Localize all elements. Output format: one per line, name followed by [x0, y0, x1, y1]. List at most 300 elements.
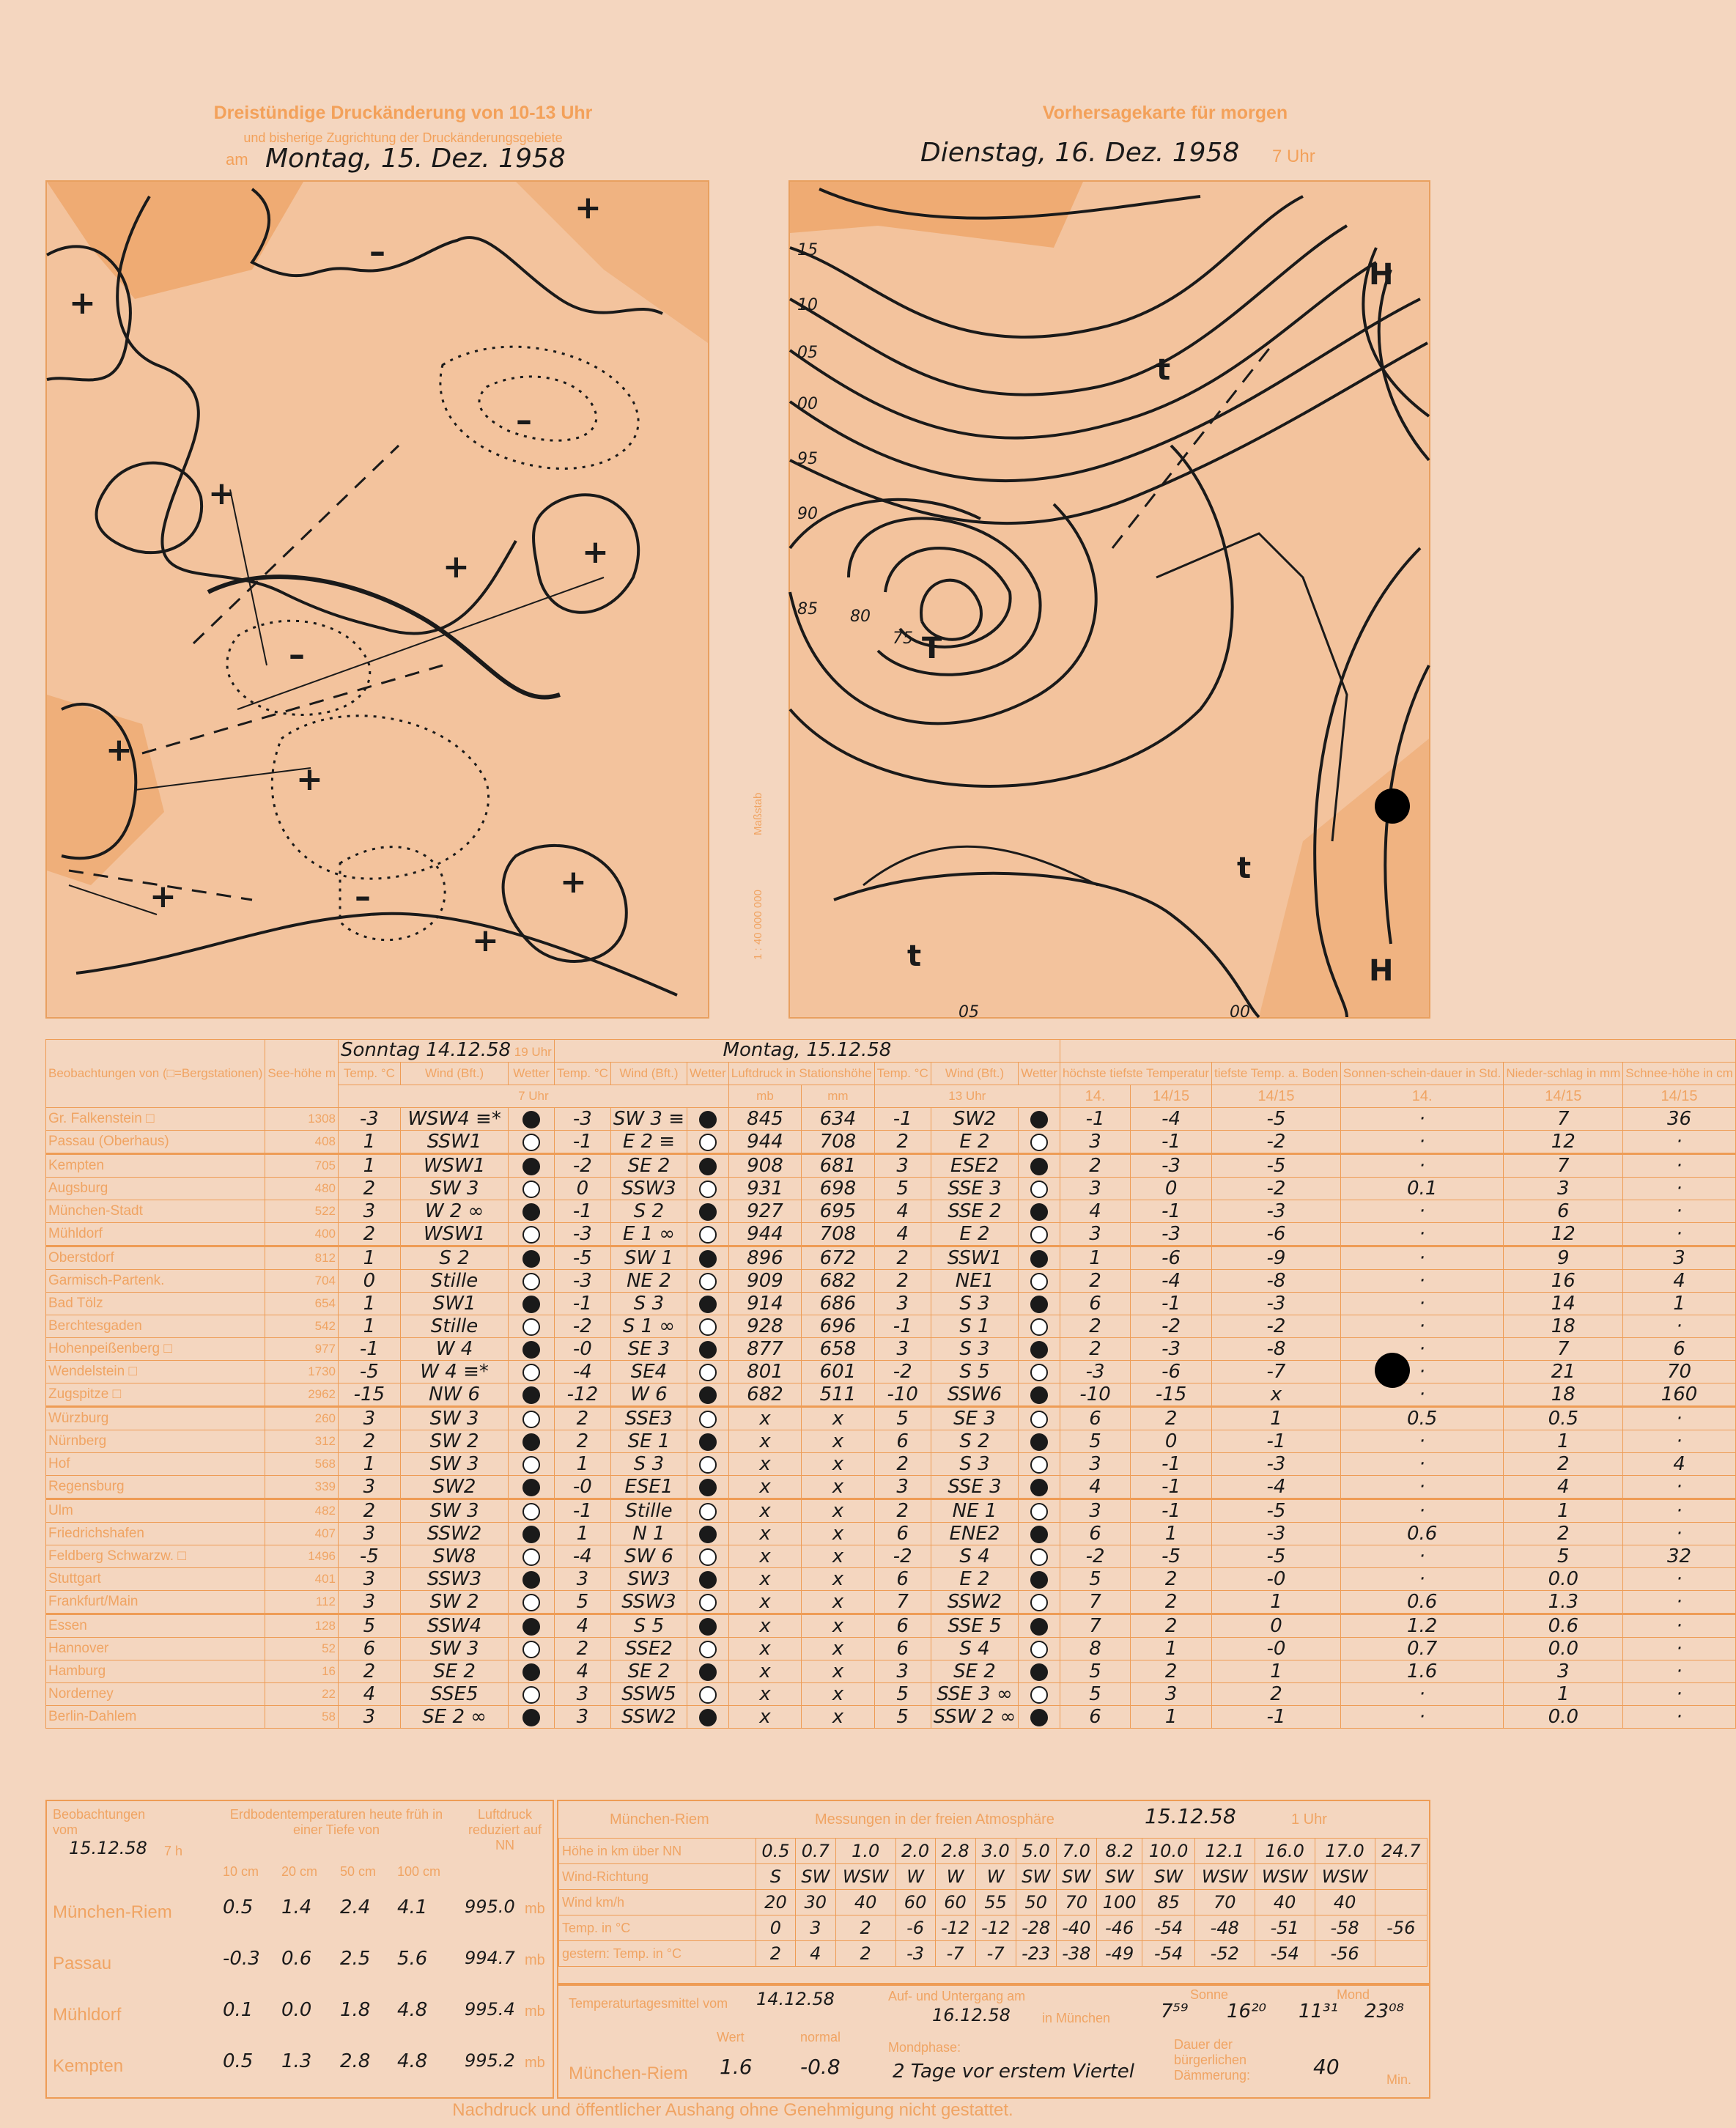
atmos-value: 8.2 — [1096, 1839, 1142, 1864]
atmos-value: -56 — [1315, 1941, 1375, 1967]
cell-value: ENE2 — [931, 1523, 1019, 1545]
svg-text:–: – — [355, 878, 371, 915]
atmos-value: W — [895, 1864, 935, 1890]
twilight: 40 — [1313, 2055, 1340, 2079]
cell-value: 3 — [874, 1293, 931, 1315]
cell-value: -3 — [1131, 1338, 1212, 1361]
weather-symbol — [509, 1407, 554, 1430]
tmean-label: Temperaturtagesmittel vom — [569, 1996, 728, 2011]
twilight-label: Dauer der bürgerlichen Dämmerung: — [1174, 2037, 1251, 2083]
cell-value: -0 — [1212, 1568, 1341, 1591]
atmos-row-label: Wind-Richtung — [559, 1864, 756, 1890]
cell-value: 4 — [1060, 1476, 1131, 1499]
weather-symbol — [509, 1523, 554, 1545]
weather-dot-icon — [699, 1571, 717, 1589]
cell-value: x — [728, 1660, 801, 1683]
cell-value: SE 3 — [610, 1338, 687, 1361]
atmos-value: -12 — [975, 1915, 1016, 1941]
weather-dot-icon — [522, 1158, 540, 1175]
cell-value: 0 — [554, 1178, 610, 1200]
soil-value: 5.6 — [397, 1948, 428, 1970]
cell-value: -2 — [874, 1545, 931, 1568]
forecast-map — [788, 180, 1430, 1019]
cell-value: -2 — [1212, 1315, 1341, 1338]
weather-dot-icon — [522, 1181, 540, 1198]
atmos-value — [1375, 1941, 1427, 1967]
atmos-value: -54 — [1142, 1915, 1194, 1941]
weather-dot-icon — [522, 1479, 540, 1496]
cell-value: 5 — [874, 1706, 931, 1729]
cell-value: 0.6 — [1340, 1591, 1503, 1614]
cell-value: · — [1623, 1200, 1735, 1223]
atmos-value: -38 — [1056, 1941, 1096, 1967]
cell-value: 6 — [339, 1638, 401, 1660]
table-row — [46, 1178, 1736, 1200]
atmos-value: 2.0 — [895, 1839, 935, 1864]
weather-symbol — [687, 1338, 729, 1361]
cell-value: S 3 — [610, 1453, 687, 1476]
weather-symbol — [687, 1545, 729, 1568]
station-name: Essen — [46, 1614, 265, 1638]
weather-symbol — [1019, 1614, 1060, 1638]
weather-dot-icon — [699, 1479, 717, 1496]
cell-value: 0.0 — [1504, 1706, 1623, 1729]
cell-value: -1 — [554, 1499, 610, 1523]
cell-value: x — [728, 1453, 801, 1476]
cell-value: -4 — [1212, 1476, 1341, 1499]
weather-dot-icon — [1030, 1158, 1048, 1175]
cell-value: 7 — [1504, 1338, 1623, 1361]
cell-value: 801 — [728, 1361, 801, 1383]
cell-value: 5 — [874, 1178, 931, 1200]
right-map-date: Dienstag, 16. Dez. 1958 — [920, 138, 1240, 168]
cell-value: 1.3 — [1504, 1591, 1623, 1614]
weather-dot-icon — [522, 1548, 540, 1566]
weather-dot-icon — [1030, 1709, 1048, 1726]
sunday-header — [339, 1040, 555, 1063]
atmos-value: -3 — [895, 1941, 935, 1967]
h-sub-4: 14. — [1340, 1085, 1503, 1108]
cell-value: 4 — [1623, 1453, 1735, 1476]
cell-value: 0.6 — [1504, 1614, 1623, 1638]
atmos-row — [559, 1915, 1427, 1941]
weather-dot-icon — [522, 1433, 540, 1451]
cell-value: 944 — [728, 1223, 801, 1246]
cell-value: 407 — [265, 1523, 339, 1545]
cell-value: SE 1 — [610, 1430, 687, 1453]
weather-dot-icon — [699, 1203, 717, 1221]
weather-symbol — [687, 1683, 729, 1706]
cell-value: 3 — [554, 1683, 610, 1706]
table-row — [46, 1568, 1736, 1591]
cell-value: 6 — [1060, 1407, 1131, 1430]
cell-value: x — [728, 1706, 801, 1729]
atmos-value: -54 — [1255, 1941, 1315, 1967]
cell-value: SSW3 — [610, 1178, 687, 1200]
sunrise: 7⁵⁹ — [1161, 2000, 1189, 2022]
soil-header: Erdbodentemperaturen heute früh in einer Tiefe von — [229, 1807, 443, 1837]
cell-value: SSW4 — [400, 1614, 509, 1638]
cell-value: 2962 — [265, 1383, 339, 1407]
weather-symbol — [1019, 1638, 1060, 1660]
cell-value: 408 — [265, 1131, 339, 1154]
cell-value: S 2 — [400, 1246, 509, 1270]
atmos-table — [558, 1838, 1427, 1967]
h-temp-7: Temp. °C — [554, 1063, 610, 1085]
weather-dot-icon — [1030, 1181, 1048, 1198]
soil-time: 7 h — [164, 1844, 183, 1858]
cell-value: · — [1340, 1338, 1503, 1361]
sun-date: 16.12.58 — [932, 2005, 1011, 2025]
cell-value: · — [1340, 1270, 1503, 1293]
cell-value: -3 — [339, 1108, 401, 1131]
cell-value: SW2 — [931, 1108, 1019, 1131]
cell-value: -3 — [554, 1270, 610, 1293]
cell-value: -3 — [1212, 1453, 1341, 1476]
soil-value: 0.1 — [223, 1999, 254, 2021]
weather-dot-icon — [699, 1181, 717, 1198]
soil-title: Beobachtungen vom — [53, 1807, 146, 1837]
weather-symbol — [1019, 1706, 1060, 1729]
atmos-value: 0 — [756, 1915, 796, 1941]
cell-value: 1 — [1212, 1407, 1341, 1430]
cell-value: 3 — [1504, 1660, 1623, 1683]
cell-value: -2 — [1212, 1131, 1341, 1154]
cell-value: E 2 ≡ — [610, 1131, 687, 1154]
h-sub-3: 14/15 — [1212, 1085, 1341, 1108]
cell-value: · — [1623, 1430, 1735, 1453]
sunday-time: 19 Uhr — [514, 1044, 552, 1059]
cell-value: SW 3 ≡ — [610, 1108, 687, 1131]
left-map-am-label: am — [226, 150, 248, 169]
cell-value: SSW2 — [931, 1591, 1019, 1614]
atmos-value: 55 — [975, 1890, 1016, 1915]
cell-value: -3 — [1060, 1361, 1131, 1383]
weather-symbol — [509, 1706, 554, 1729]
cell-value: 2 — [1060, 1338, 1131, 1361]
h-wind-s: Wind (Bft.) — [400, 1063, 509, 1085]
cell-value: Stille — [400, 1270, 509, 1293]
twilight-unit: Min. — [1386, 2072, 1412, 2087]
soil-depth-10: 10 cm — [223, 1864, 259, 1879]
svg-text:85: 85 — [797, 600, 818, 618]
cell-value: SSE 2 — [931, 1200, 1019, 1223]
atmos-value: 24.7 — [1375, 1839, 1427, 1864]
cell-value: S 3 — [931, 1338, 1019, 1361]
weather-symbol — [509, 1270, 554, 1293]
cell-value: 2 — [1131, 1568, 1212, 1591]
atmos-value: S — [756, 1864, 796, 1890]
cell-value: 708 — [802, 1131, 874, 1154]
station-name: Hohenpeißenberg □ — [46, 1338, 265, 1361]
cell-value: S 3 — [610, 1293, 687, 1315]
cell-value: 112 — [265, 1591, 339, 1614]
table-row — [46, 1683, 1736, 1706]
summary-header — [1060, 1040, 1736, 1063]
cell-value: 1 — [1504, 1683, 1623, 1706]
cell-value: 160 — [1623, 1383, 1735, 1407]
cell-value: Stille — [610, 1499, 687, 1523]
svg-text:00: 00 — [797, 395, 818, 413]
weather-dot-icon — [522, 1318, 540, 1336]
svg-text:–: – — [289, 636, 305, 673]
h-7uhr: 7 Uhr — [339, 1085, 729, 1108]
cell-value: 2 — [1060, 1270, 1131, 1293]
cell-value: 682 — [728, 1383, 801, 1407]
weather-dot-icon — [699, 1433, 717, 1451]
sun-label: Auf- und Untergang am — [888, 1989, 1026, 2003]
cell-value: SE 3 — [931, 1407, 1019, 1430]
atmos-value: 85 — [1142, 1890, 1194, 1915]
station-name: Oberstdorf — [46, 1246, 265, 1270]
weather-symbol — [509, 1131, 554, 1154]
cell-value: NE 2 — [610, 1270, 687, 1293]
cell-value: -1 — [339, 1338, 401, 1361]
atmos-value — [1375, 1890, 1427, 1915]
cell-value: 4 — [874, 1200, 931, 1223]
cell-value: WSW1 — [400, 1223, 509, 1246]
cell-value: 705 — [265, 1154, 339, 1178]
cell-value: 0.0 — [1504, 1568, 1623, 1591]
svg-text:75: 75 — [893, 629, 913, 648]
cell-value: x — [728, 1614, 801, 1638]
cell-value: · — [1340, 1430, 1503, 1453]
cell-value: -7 — [1212, 1361, 1341, 1383]
cell-value: · — [1623, 1638, 1735, 1660]
cell-value: 16 — [1504, 1270, 1623, 1293]
cell-value: -5 — [1212, 1108, 1341, 1131]
h-sub-2: 14/15 — [1131, 1085, 1212, 1108]
weather-dot-icon — [522, 1641, 540, 1658]
cell-value: x — [728, 1638, 801, 1660]
cell-value: 2 — [1060, 1154, 1131, 1178]
cell-value: 931 — [728, 1178, 801, 1200]
cell-value: SSE2 — [610, 1638, 687, 1660]
h-mm: mm — [802, 1085, 874, 1108]
cell-value: · — [1623, 1523, 1735, 1545]
weather-symbol — [509, 1660, 554, 1683]
weather-dot-icon — [522, 1571, 540, 1589]
atmos-row — [559, 1839, 1427, 1864]
svg-text:95: 95 — [797, 450, 818, 468]
scale-value: 1 : 40 000 000 — [752, 890, 764, 960]
weather-symbol — [687, 1591, 729, 1614]
atmos-value: 40 — [835, 1890, 895, 1915]
weather-symbol — [1019, 1200, 1060, 1223]
weather-symbol — [509, 1683, 554, 1706]
cell-value: 4 — [554, 1660, 610, 1683]
atmos-value: 60 — [895, 1890, 935, 1915]
cell-value: · — [1340, 1476, 1503, 1499]
weather-dot-icon — [1030, 1111, 1048, 1128]
station-name: Kempten — [46, 1154, 265, 1178]
table-row — [46, 1614, 1736, 1638]
cell-value: · — [1623, 1476, 1735, 1499]
cell-value: · — [1623, 1407, 1735, 1430]
station-name: Hof — [46, 1453, 265, 1476]
atmos-value: 20 — [756, 1890, 796, 1915]
weather-dot-icon — [1030, 1318, 1048, 1336]
cell-value: SSW 2 ∞ — [931, 1706, 1019, 1729]
cell-value: 2 — [1131, 1591, 1212, 1614]
cell-value: 18 — [1504, 1383, 1623, 1407]
atmos-time: 1 Uhr — [1291, 1811, 1327, 1828]
wert-label: Wert — [717, 2030, 745, 2044]
cell-value: -1 — [1212, 1706, 1341, 1729]
cell-value: 3 — [1060, 1131, 1131, 1154]
cell-value: 7 — [874, 1591, 931, 1614]
table-row — [46, 1476, 1736, 1499]
weather-symbol — [1019, 1338, 1060, 1361]
soil-value: -0.3 — [223, 1948, 260, 1970]
cell-value: 3 — [1060, 1178, 1131, 1200]
cell-value: 5 — [874, 1683, 931, 1706]
cell-value: 4 — [554, 1614, 610, 1638]
weather-dot-icon — [522, 1226, 540, 1244]
weather-symbol — [1019, 1178, 1060, 1200]
cell-value: -4 — [1131, 1270, 1212, 1293]
h-rain: Nieder-schlag in mm — [1504, 1063, 1623, 1085]
cell-value: 4 — [1623, 1270, 1735, 1293]
cell-value: 9 — [1504, 1246, 1623, 1270]
atmos-value — [1375, 1864, 1427, 1890]
cell-value: -1 — [874, 1315, 931, 1338]
cell-value: · — [1623, 1223, 1735, 1246]
weather-symbol — [687, 1361, 729, 1383]
cell-value: 482 — [265, 1499, 339, 1523]
cell-value: 511 — [802, 1383, 874, 1407]
atmos-row-label: gestern: Temp. in °C — [559, 1941, 756, 1967]
cell-value: -3 — [554, 1223, 610, 1246]
cell-value: 3 — [874, 1660, 931, 1683]
cell-value: 3 — [339, 1407, 401, 1430]
station-name: Hamburg — [46, 1660, 265, 1683]
atmos-value: -58 — [1315, 1915, 1375, 1941]
cell-value: 12 — [1504, 1131, 1623, 1154]
cell-value: 1 — [554, 1453, 610, 1476]
soil-value: 4.1 — [397, 1896, 428, 1918]
soil-pressure-unit: mb — [525, 2055, 545, 2071]
cell-value: 7 — [1504, 1154, 1623, 1178]
weather-dot-icon — [1030, 1250, 1048, 1268]
cell-value: 3 — [339, 1706, 401, 1729]
atmos-value: 30 — [795, 1890, 835, 1915]
cell-value: E 2 — [931, 1223, 1019, 1246]
cell-value: SW 3 — [400, 1499, 509, 1523]
cell-value: 128 — [265, 1614, 339, 1638]
table-row — [46, 1108, 1736, 1131]
weather-symbol — [1019, 1430, 1060, 1453]
soil-value: 1.4 — [281, 1896, 312, 1918]
cell-value: -1 — [554, 1200, 610, 1223]
cell-value: · — [1340, 1499, 1503, 1523]
station-name: Stuttgart — [46, 1568, 265, 1591]
weather-dot-icon — [522, 1386, 540, 1404]
weather-symbol — [1019, 1131, 1060, 1154]
cell-value: 2 — [1131, 1407, 1212, 1430]
weather-symbol — [687, 1223, 729, 1246]
cell-value: 5 — [1060, 1430, 1131, 1453]
weather-symbol — [687, 1246, 729, 1270]
table-row — [46, 1407, 1736, 1430]
cell-value: -1 — [1131, 1200, 1212, 1223]
cell-value: -3 — [1212, 1523, 1341, 1545]
cell-value: 3 — [339, 1591, 401, 1614]
weather-symbol — [1019, 1293, 1060, 1315]
cell-value: -0 — [1212, 1638, 1341, 1660]
col-height-header: See-höhe m — [265, 1040, 339, 1108]
station-name: Hannover — [46, 1638, 265, 1660]
weather-dot-icon — [522, 1456, 540, 1474]
cell-value: 2 — [1131, 1660, 1212, 1683]
col-station-header: Beobachtungen von (□=Bergstationen) — [46, 1040, 265, 1108]
soil-pressure: 995.4 — [465, 1999, 515, 2020]
weather-dot-icon — [699, 1386, 717, 1404]
cell-value: 601 — [802, 1361, 874, 1383]
station-name: Ulm — [46, 1499, 265, 1523]
weather-symbol — [509, 1361, 554, 1383]
atmos-value: 7.0 — [1056, 1839, 1096, 1864]
cell-value: SW 3 — [400, 1453, 509, 1476]
cell-value: x — [728, 1499, 801, 1523]
cell-value: SSW6 — [931, 1383, 1019, 1407]
cell-value: SE 2 ∞ — [400, 1706, 509, 1729]
moonrise: 11³¹ — [1299, 2000, 1338, 2022]
weather-symbol — [1019, 1361, 1060, 1383]
atmos-value: 70 — [1056, 1890, 1096, 1915]
cell-value: 944 — [728, 1131, 801, 1154]
svg-text:+: + — [582, 533, 609, 571]
cell-value: 2 — [874, 1270, 931, 1293]
cell-value: x — [802, 1499, 874, 1523]
cell-value: 2 — [339, 1223, 401, 1246]
weather-dot-icon — [699, 1641, 717, 1658]
station-name: Wendelstein □ — [46, 1361, 265, 1383]
h-temp-13: Temp. °C — [874, 1063, 931, 1085]
h-temp-s: Temp. °C — [339, 1063, 401, 1085]
cell-value: x — [802, 1683, 874, 1706]
cell-value: 2 — [339, 1430, 401, 1453]
cell-value: · — [1340, 1246, 1503, 1270]
moonphase: 2 Tage vor erstem Viertel — [893, 2061, 1135, 2083]
cell-value: 0 — [1212, 1614, 1341, 1638]
weather-dot-icon — [522, 1503, 540, 1521]
cell-value: 339 — [265, 1476, 339, 1499]
cell-value: 2 — [554, 1407, 610, 1430]
station-name: Berchtesgaden — [46, 1315, 265, 1338]
cell-value: S 1 — [931, 1315, 1019, 1338]
cell-value: -1 — [1131, 1131, 1212, 1154]
h-sub-5: 14/15 — [1504, 1085, 1623, 1108]
weather-symbol — [509, 1223, 554, 1246]
cell-value: · — [1340, 1545, 1503, 1568]
svg-text:+: + — [69, 284, 96, 322]
cell-value: 1 — [1131, 1638, 1212, 1660]
cell-value: 7 — [1060, 1614, 1131, 1638]
cell-value: SSW2 — [610, 1706, 687, 1729]
cell-value: SE4 — [610, 1361, 687, 1383]
cell-value: · — [1340, 1453, 1503, 1476]
cell-value: SSW2 — [400, 1523, 509, 1545]
svg-text:+: + — [472, 922, 499, 959]
weather-dot-icon — [522, 1111, 540, 1128]
atmos-value: 2 — [835, 1941, 895, 1967]
weather-symbol — [509, 1591, 554, 1614]
cell-value: 845 — [728, 1108, 801, 1131]
cell-value: · — [1623, 1499, 1735, 1523]
cell-value: 3 — [554, 1706, 610, 1729]
cell-value: 6 — [874, 1614, 931, 1638]
